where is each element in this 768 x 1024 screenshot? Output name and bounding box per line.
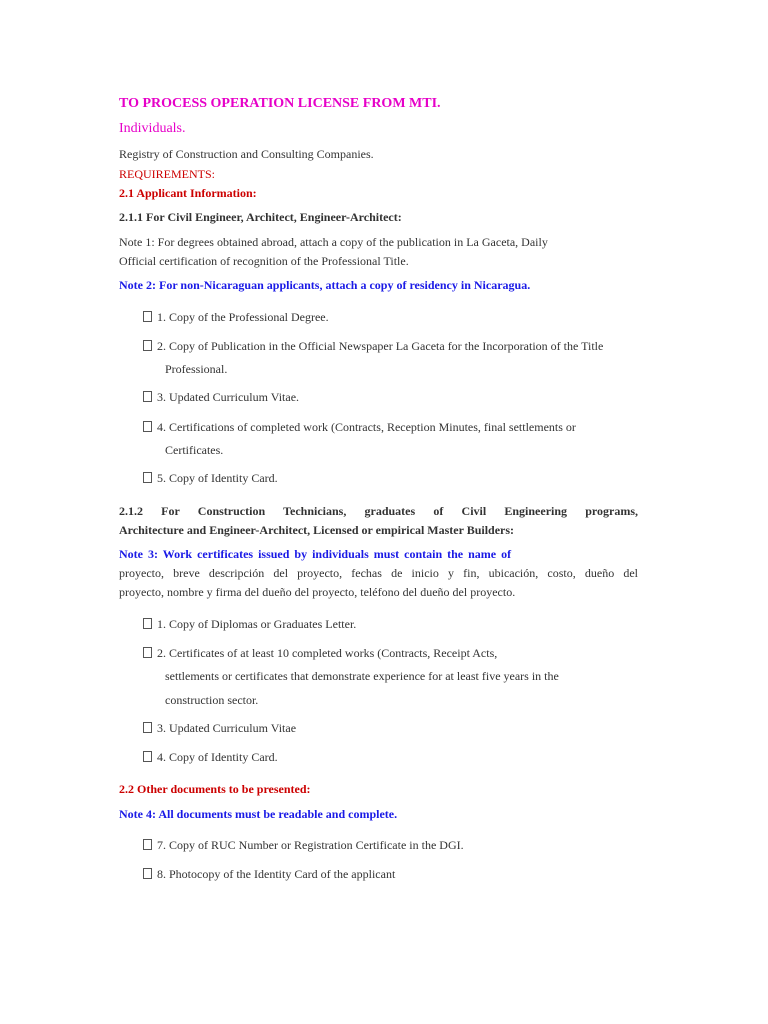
note-1-line-1: Note 1: For degrees obtained abroad, attach a copy of the publication in La Gaceta, Daily <box>119 235 548 249</box>
section-2-1-2-heading-line-2: Architecture and Engineer-Architect, Licensed or empirical Master Builders: <box>119 523 515 537</box>
checkbox-icon <box>143 647 152 658</box>
list-item: 2. Certificates of at least 10 completed works (Contracts, Receipt Acts, <box>143 645 497 661</box>
list-item-continuation: Certificates. <box>165 443 224 457</box>
list-item: 5. Copy of Identity Card. <box>143 470 278 486</box>
list-item: 2. Copy of Publication in the Official Newspaper La Gaceta for the Incorporation of the Title <box>143 338 603 354</box>
document-title: TO PROCESS OPERATION LICENSE FROM MTI. <box>119 96 441 111</box>
list-item: 1. Copy of Diplomas or Graduates Letter. <box>143 616 356 632</box>
requirements-heading: REQUIREMENTS: <box>119 167 215 181</box>
checkbox-icon <box>143 421 152 432</box>
note-3-continuation-1: proyecto, breve descripción del proyecto, fechas de inicio y fin, ubicación, costo, dueño del <box>119 566 638 580</box>
checkbox-icon <box>143 311 152 322</box>
registry-heading: Registry of Construction and Consulting Companies. <box>119 147 374 161</box>
list-item: 7. Copy of RUC Number or Registration Certificate in the DGI. <box>143 837 464 853</box>
section-2-1-1-heading: 2.1.1 For Civil Engineer, Architect, Engineer-Architect: <box>119 210 402 224</box>
checkbox-icon <box>143 868 152 879</box>
note-3: Note 3: Work certificates issued by individuals must contain the name of <box>119 547 512 561</box>
list-item: 4. Certifications of completed work (Contracts, Reception Minutes, final settlements or <box>143 419 576 435</box>
section-2-1-heading: 2.1 Applicant Information: <box>119 186 257 200</box>
list-item-continuation: Professional. <box>165 362 228 376</box>
list-item: 1. Copy of the Professional Degree. <box>143 309 329 325</box>
checkbox-icon <box>143 839 152 850</box>
note-3-continuation-2: proyecto, nombre y firma del dueño del proyecto, teléfono del dueño del proyecto. <box>119 585 516 599</box>
checkbox-icon <box>143 722 152 733</box>
note-4: Note 4: All documents must be readable and complete. <box>119 807 398 821</box>
section-2-1-2-heading-line-1: 2.1.2 For Construction Technicians, graduates of Civil Engineering programs, <box>119 504 638 518</box>
note-1-line-2: Official certification of recognition of the Professional Title. <box>119 254 409 268</box>
document-subtitle: Individuals. <box>119 121 186 136</box>
section-2-2-heading: 2.2 Other documents to be presented: <box>119 782 311 796</box>
checkbox-icon <box>143 472 152 483</box>
list-item: 3. Updated Curriculum Vitae. <box>143 389 299 405</box>
checkbox-icon <box>143 340 152 351</box>
checkbox-icon <box>143 751 152 762</box>
list-item: 8. Photocopy of the Identity Card of the applicant <box>143 866 395 882</box>
note-2: Note 2: For non-Nicaraguan applicants, attach a copy of residency in Nicaragua. <box>119 278 531 292</box>
checkbox-icon <box>143 618 152 629</box>
list-item: 4. Copy of Identity Card. <box>143 749 278 765</box>
list-item-continuation: settlements or certificates that demonstrate experience for at least five years in the <box>165 669 559 683</box>
checkbox-icon <box>143 391 152 402</box>
list-item-continuation: construction sector. <box>165 693 259 707</box>
list-item: 3. Updated Curriculum Vitae <box>143 720 296 736</box>
